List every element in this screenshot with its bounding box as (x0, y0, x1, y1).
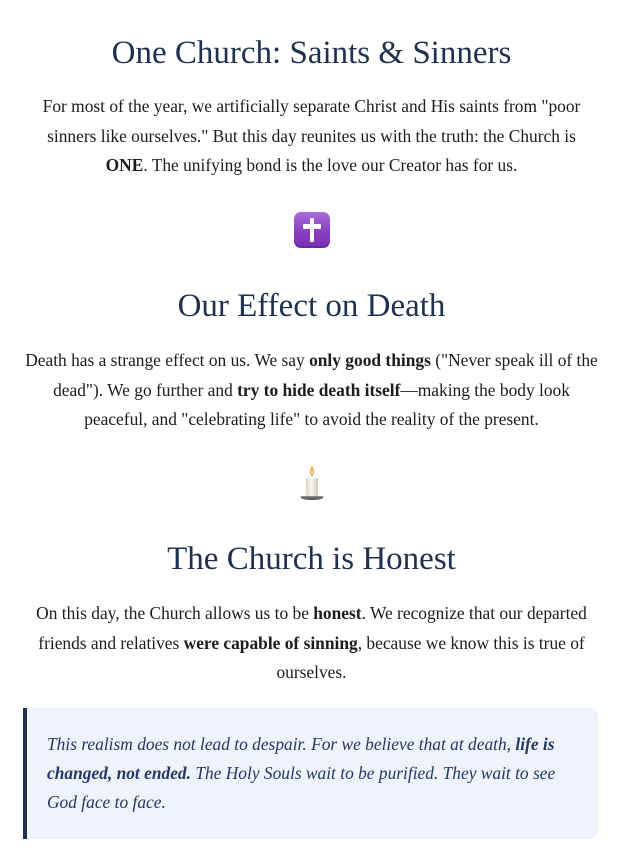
section-paragraph-church-is-honest: On this day, the Church allows us to be honest. We recognize that our departed friends and relatives were capable of sinning, because we know this is true of ourselves. (36, 603, 587, 682)
candle-icon (0, 464, 623, 507)
latin-cross-icon (0, 212, 623, 253)
section-heading-church-is-honest: The Church is Honest (167, 541, 456, 577)
blockquote-callout (23, 708, 598, 839)
section-heading-one-church: One Church: Saints & Sinners (111, 35, 512, 71)
blockquote-text: This realism does not lead to despair. For we believe that at death, life is changed, not ended. The Holy Souls wait to be purified. They wait to see God face to face. (47, 734, 556, 812)
section-heading-effect-on-death: Our Effect on Death (177, 288, 446, 324)
section-paragraph-one-church: For most of the year, we artificially separate Christ and His saints from "poor sinners like ourselves." But this day reunites us with the truth: the Church is ONE. The unifying bond is the love our Creator has for us. (42, 96, 581, 175)
section-paragraph-effect-on-death: Death has a strange effect on us. We say only good things ("Never speak ill of the dead"). We go further and try to hide death itself—making the body look peaceful, and "celebrating life" to avoid the reality of the present. (25, 350, 598, 429)
